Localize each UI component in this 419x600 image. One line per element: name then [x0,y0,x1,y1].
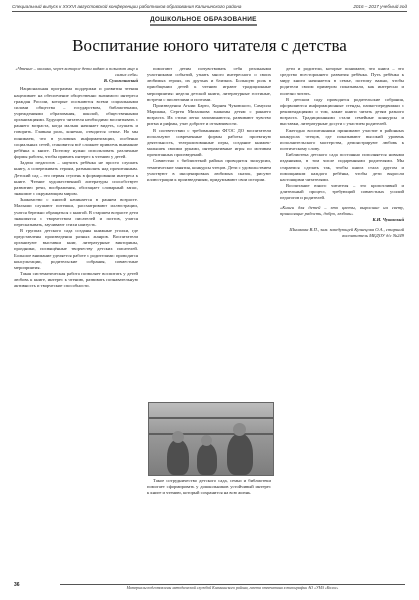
paragraph: Такая систематическая работа позволяет воспитать у детей любовь к книге, интерес к чтению, развивать познавательную активность и творческие способности. [14,271,138,289]
column-1 [14,66,138,290]
photo-child [167,439,189,475]
photo-child-head [201,435,212,446]
paragraph: В соответствии с требованиями ФГОС ДО воспитатели используют современные формы работы: проектную деятельность, театрализованные игры, создание книжек-малышек своими руками, интерактивные игры по мотивам прочитанных произведений. [147,127,271,158]
header-left: Специальный выпуск к ХХХVI августовской конференции работников образования Калининского района [12,4,242,9]
photo-adult-head [233,423,246,436]
page-footer: Материалы подготовлены методической службой Калининского района, газета отпечатана в типографии АО «УМЗ «Колос» [60,584,405,590]
paragraph: Воспитание юного читателя – это кропотливый и длительный процесс, требующий совместных усилий педагогов и родителей. [280,182,404,201]
paragraph: помогают детям почувствовать себя реальными участниками событий, узнать много интересного о своих любимых героях, их друзьях и близких. Большую роль в приобщении детей к чтению играют традиционные мероприятия: неделя детской книги, литературные гостиные, встречи с писателями и поэтами. [147,66,271,102]
paragraph: В группах детского сада созданы книжные уголки, где представлены произведения разных жанров. Воспитатели организуют выставки книг, литературные викторины, праздники, посвящённые творчеству детских писателей. Большое внимание уделяется работе с родителями: проводятся консультации, родительские собрания, совместные мероприятия. [14,227,138,270]
photo-shelf [149,417,273,419]
column-2 [147,66,271,183]
closing-quote [280,205,404,223]
paragraph: Задача педагогов – научить ребёнка не просто слушать книгу, а сопереживать героям, размышлять над прочитанным. Детский сад – это первая ступень в формировании интереса к книге. Чтение художественной литературы способствует развитию речи, воображения, обогащает словарный запас, знакомит с окружающим миром. [14,160,138,197]
closing-quote-text: «Книги для детей – это цветы, выросшие на свету, приносящие радость, добро, любовь» [280,205,404,217]
photo-child [197,443,217,475]
epigraph-author: В. Сухомлинский [103,77,138,83]
epigraph [14,66,138,83]
paragraph: Знакомство с книгой начинается в раннем возрасте. Малыши слушают потешки, рассматривают иллюстрации, учатся бережно обращаться с книгой. В старшем возрасте дети знакомятся с творчеством писателей и поэтов, учатся пересказывать, заучивают стихи наизусть. [14,197,138,227]
column-2-bottom [147,478,271,496]
epigraph-text: «Чтение – окошко, через которое дети видят и познают мир и самих себя» [15,66,138,77]
paragraph: Библиотека детского сада постоянно пополняется новыми изданиями, в том числе подаренными родителями. Мы стараемся сделать так, чтобы книга стала другом и помощником каждого ребёнка, чтобы дети выросли настоящими читателями. [280,152,404,182]
photo-adult [227,433,253,475]
paragraph: Ежегодно воспитанники принимают участие в районных конкурсах чтецов, где показывают высокий уровень исполнительского мастерства, демонстрируют любовь к поэтическому слову. [280,127,404,152]
photo-child-head [172,431,184,443]
paragraph: Такое сотрудничество детского сада, семьи и библиотеки помогает сформировать у дошкольников устойчивый интерес к книге и чтению, который сохранится на всю жизнь. [147,478,271,496]
author-signature: Шишкова В.П., зам. заведующей Кузнецова О.А., старший воспитатель МБДОУ д/с №249 [289,227,404,239]
article-title: Воспитание юного читателя с детства [72,36,347,55]
page-number: 36 [14,582,20,588]
header-right: 2016 – 2017 учебный год [353,4,407,9]
paragraph: Национальная программа поддержки и развития чтения нацеливает на обеспечение общественно значимого интереса граждан России, которые осознаются всеми социальными силами общества – государством, библиотеками, учреждениями образования, школой, общественными организациями. Будущего читателя необходимо воспитывать с раннего возраста, когда малыш начинает видеть, слушать и говорить. Главная роль, конечно, отводится семье. Но мы понимаем, что в условиях информатизации, особенно социальных сетей, становится всё сложнее привлечь внимание ребёнка к книге. Поэтому нужно использовать различные формы работы, чтобы привить интерес к чтению у детей. [14,86,138,160]
section-tag: ДОШКОЛЬНОЕ ОБРАЗОВАНИЕ [150,16,257,26]
paragraph: Совместно с библиотекой района проводятся экскурсии, тематические занятия, конкурсы чтецов. Дети с удовольствием участвуют в инсценировках любимых сказок, рисуют иллюстрации к произведениям, придумывают свои истории. [147,158,271,182]
classroom-photo [148,402,274,476]
page-header [12,4,407,12]
paragraph: В детском саду проводятся родительские собрания, оформляются информационные стенды, папки-передвижки с рекомендациями о том, какие книги читать детям разного возраста. Традиционными стали семейные конкурсы и выставки, литературные досуги с участием родителей. [280,96,404,127]
column-3 [280,66,404,239]
paragraph: Произведения Агнии Барто, Корнея Чуковского, Самуила Маршака, Сергея Михалкова знакомы детям с раннего возраста. Их стихи легко запоминаются, развивают чувство ритма и рифмы, учат доброте и отзывчивости. [147,102,271,127]
paragraph: дети и родители, которые понимают, что книга – это средство всестороннего развития ребёнка. Путь ребёнка к миру книги начинается в семье, поэтому важно, чтобы родители своим примером показывали, как интересно и полезно читать. [280,66,404,96]
photo-shelf [149,433,273,435]
closing-quote-author: К.И. Чуковский [372,217,404,223]
